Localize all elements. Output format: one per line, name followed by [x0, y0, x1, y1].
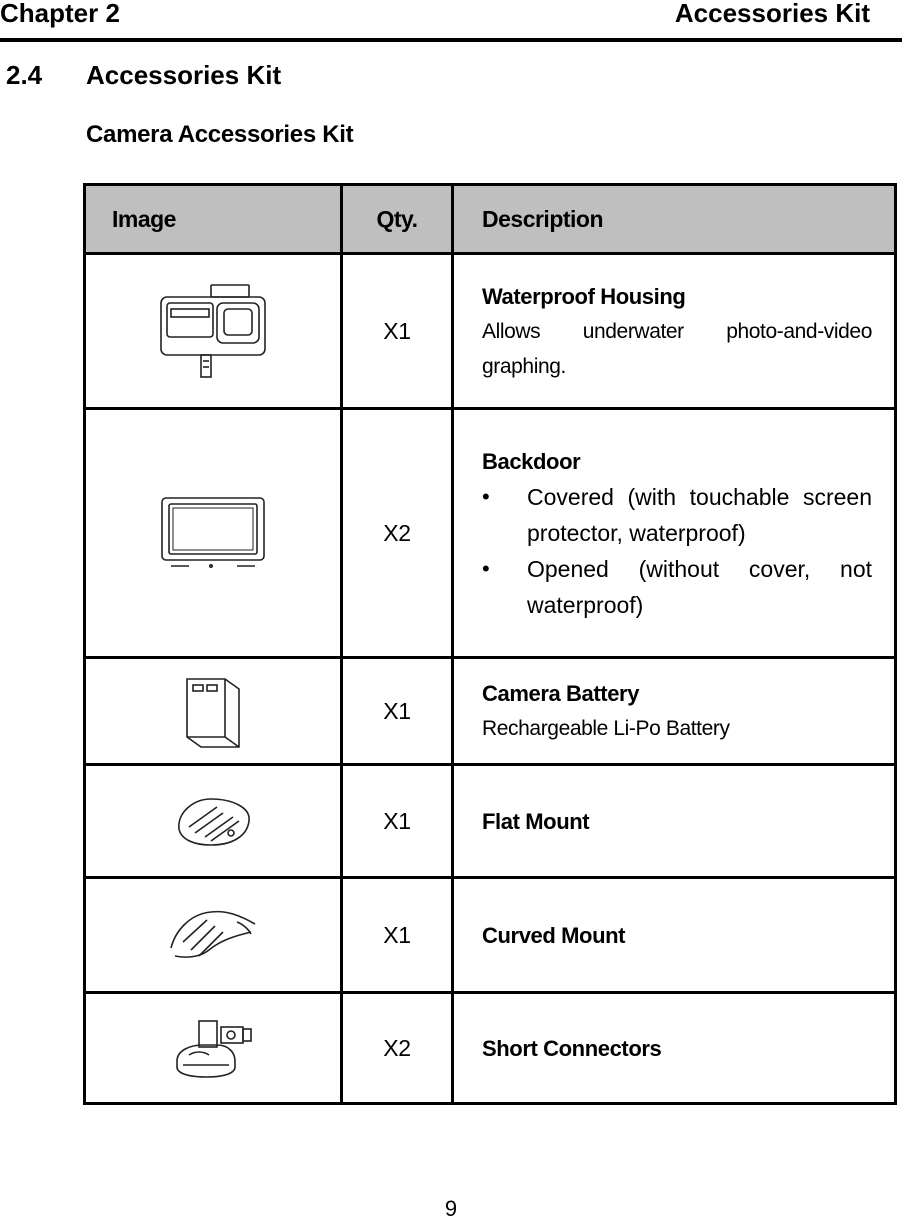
bullet-list [482, 479, 872, 623]
battery-icon [181, 671, 245, 751]
curved-mount-icon [165, 904, 261, 966]
description-cell [453, 409, 896, 658]
qty-cell: X1 [342, 254, 453, 409]
item-title: Backdoor [482, 448, 581, 474]
table-row [85, 765, 896, 878]
image-cell [85, 254, 342, 409]
flat-mount-icon [171, 793, 255, 849]
qty-cell: X1 [342, 658, 453, 765]
subtitle: Camera Accessories Kit [86, 121, 354, 148]
header-section-title: Accessories Kit [674, 0, 870, 28]
header-qty: Qty. [342, 185, 453, 254]
qty-cell: X2 [342, 993, 453, 1104]
table-row [85, 409, 896, 658]
section-title: Accessories Kit [86, 60, 282, 90]
waterproof-housing-icon [153, 281, 273, 381]
description-cell [453, 878, 896, 993]
accessories-table [83, 183, 897, 1105]
table-row [85, 254, 896, 409]
chapter-label: Chapter 2 [0, 0, 120, 28]
page-header [0, 0, 902, 42]
page-number: 9 [444, 1196, 458, 1221]
image-cell [85, 765, 342, 878]
item-title: Waterproof Housing [482, 283, 686, 309]
image-cell [85, 878, 342, 993]
table-row [85, 658, 896, 765]
item-title: Short Connectors [482, 1035, 662, 1061]
item-title: Curved Mount [482, 922, 626, 948]
description-cell [453, 254, 896, 409]
table-row [85, 993, 896, 1104]
backdoor-icon [159, 494, 267, 572]
table-row [85, 878, 896, 993]
item-text: Allows underwater photo-and-video graphing. [482, 319, 872, 378]
section-number: 2.4 [6, 60, 43, 90]
qty-cell: X2 [342, 409, 453, 658]
item-title: Camera Battery [482, 681, 640, 706]
image-cell [85, 658, 342, 765]
list-item: • Opened (without cover, not waterproof) [482, 551, 872, 623]
list-item: • Covered (with touchable screen protector, waterproof) [482, 479, 872, 551]
item-title: Flat Mount [482, 808, 590, 834]
table-header-row [85, 185, 896, 254]
header-description: Description [453, 185, 896, 254]
description-cell [453, 993, 896, 1104]
description-cell [453, 658, 896, 765]
header-image: Image [85, 185, 342, 254]
qty-cell: X1 [342, 765, 453, 878]
short-connectors-icon [169, 1015, 257, 1081]
item-text: Rechargeable Li-Po Battery [482, 717, 730, 740]
image-cell [85, 993, 342, 1104]
qty-cell: X1 [342, 878, 453, 993]
image-cell [85, 409, 342, 658]
description-cell [453, 765, 896, 878]
